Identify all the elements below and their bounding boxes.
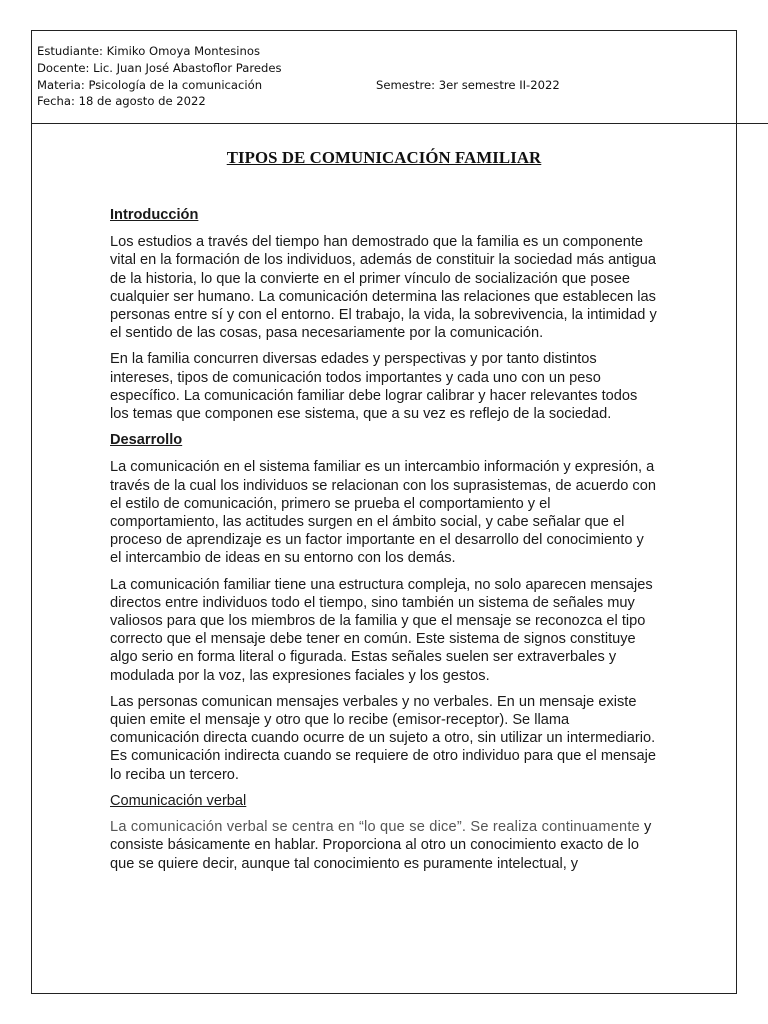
document-title: TIPOS DE COMUNICACIÓN FAMILIAR bbox=[226, 148, 542, 167]
development-heading: Desarrollo bbox=[110, 432, 183, 449]
verbal-heading: Comunicación verbal bbox=[110, 792, 247, 809]
verbal-paragraph-lead: La comunicación verbal se centra en “lo que se dice”. Se realiza continuamente bbox=[110, 819, 640, 836]
intro-heading: Introducción bbox=[110, 207, 199, 223]
document-body bbox=[110, 206, 658, 881]
student-line: Estudiante: Kimiko Omoya Montesinos bbox=[37, 44, 261, 58]
development-paragraph-1: La comunicación en el sistema familiar es un intercambio información y expresión, a través de la cual los individuos se relacionan con los suprasistemas, de acuerdo con el estilo de comunicación, primero se prueba el comportamiento y el comportamiento, las actitudes surgen en el ámbito social, y cabe señalar que el proceso de aprendizaje es un factor importante en el desarrollo del conocimiento y el intercambio de ideas en su entorno con los demás. bbox=[110, 459, 656, 567]
verbal-paragraph-rest: y consiste básicamente en hablar. Proporciona al otro un conocimiento exacto de lo que se quiere decir, aunque tal conocimiento es puramente intelectual, y bbox=[110, 819, 652, 872]
semester-line: Semestre: 3er semestre II-2022 bbox=[376, 77, 560, 92]
teacher-line: Docente: Lic. Juan José Abastoflor Paredes bbox=[37, 60, 282, 75]
intro-paragraph-1: Los estudios a través del tiempo han demostrado que la familia es un componente vital en la formación de los individuos, además de constituir la sociedad más antigua de la historia, lo que la convierte en el primer vínculo de socialización que posee cualquier ser humano. La comunicación determina las relaciones que establecen las personas entre sí y con el entorno. El trabajo, la vida, la sobrevivencia, la intimidad y el sentido de las cosas, pasa necesariamente por la comunicación. bbox=[110, 234, 657, 342]
subject-row bbox=[37, 77, 560, 94]
date-line: Fecha: 18 de agosto de 2022 bbox=[37, 94, 206, 109]
header-divider bbox=[31, 123, 768, 124]
development-paragraph-2: La comunicación familiar tiene una estructura compleja, no solo aparecen mensajes directos entre individuos todo el tiempo, sino también un sistema de señales muy valiosos para que los miembros de la familia y que el mensaje se reconozca el tipo correcto que el mensaje debe tener en común. Este sistema de signos constituye algo serio en forma literal o figurada. Estas señales suelen ser extraverbales y modulada por la voz, las expresiones faciales y los gestos. bbox=[110, 576, 653, 684]
verbal-paragraph-1 bbox=[110, 818, 658, 873]
document-header bbox=[37, 43, 560, 110]
subject-line: Materia: Psicología de la comunicación bbox=[37, 77, 263, 92]
development-paragraph-3: Las personas comunican mensajes verbales y no verbales. En un mensaje existe quien emite el mensaje y otro que lo recibe (emisor-receptor). Se llama comunicación directa cuando ocurre de un sujeto a otro, sin utilizar un intermediario. Es comunicación indirecta cuando se requiere de otro individuo para que el mensaje lo reciba un tercero. bbox=[110, 693, 656, 783]
intro-paragraph-2: En la familia concurren diversas edades y perspectivas y por tanto distintos intereses, tipos de comunicación todos importantes y cada uno con un peso específico. La comunicación familiar debe lograr calibrar y hacer relevantes todos los temas que componen ese sistema, que a su vez es reflejo de la sociedad. bbox=[110, 351, 638, 423]
